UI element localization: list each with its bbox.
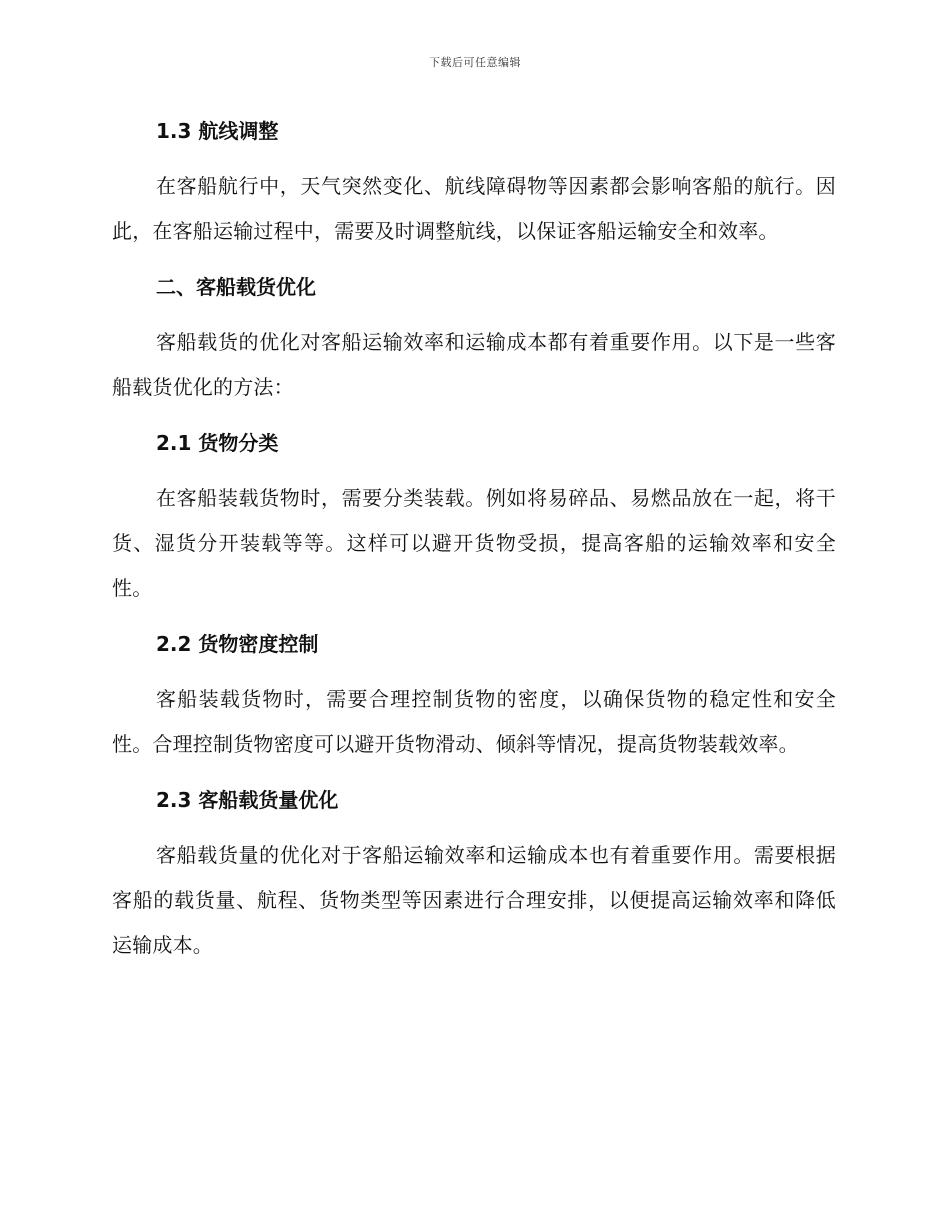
page-header: 下载后可任意编辑: [429, 56, 521, 69]
paragraph-cargo-classification: 在客船装载货物时，需要分类装载。例如将易碎品、易燃品放在一起，将干货、湿货分开装载等等。这样可以避开货物受损，提高客船的运输效率和安全性。: [112, 486, 836, 600]
paragraph-cargo-capacity: 客船载货量的优化对于客船运输效率和运输成本也有着重要作用。需要根据客船的载货量、航程、货物类型等因素进行合理安排，以便提高运输效率和降低运输成本。: [112, 843, 836, 957]
section-heading-2: 二、客船载货优化: [156, 275, 316, 299]
section-heading-2-3: 2.3 客船载货量优化: [156, 788, 339, 812]
document-body: [112, 108, 836, 978]
paragraph-cargo-optimization-intro: 客船载货的优化对客船运输效率和运输成本都有着重要作用。以下是一些客船载货优化的方法：: [112, 330, 836, 399]
section-heading-1-3: 1.3 航线调整: [156, 119, 279, 143]
paragraph-cargo-density: 客船装载货物时，需要合理控制货物的密度，以确保货物的稳定性和安全性。合理控制货物密度可以避开货物滑动、倾斜等情况，提高货物装载效率。: [112, 687, 836, 756]
section-heading-2-2: 2.2 货物密度控制: [156, 632, 319, 656]
paragraph-route-adjustment: 在客船航行中，天气突然变化、航线障碍物等因素都会影响客船的航行。因此，在客船运输过程中，需要及时调整航线，以保证客船运输安全和效率。: [112, 174, 836, 243]
section-heading-2-1: 2.1 货物分类: [156, 431, 279, 455]
